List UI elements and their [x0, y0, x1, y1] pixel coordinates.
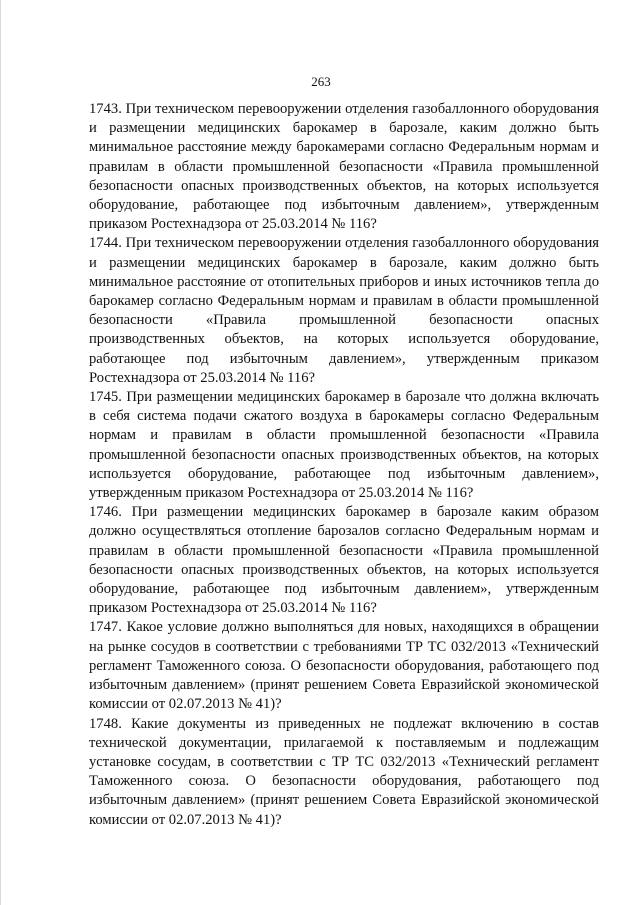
questions-list: [89, 100, 599, 830]
question-1747: 1747. Какое условие должно выполняться для новых, находящихся в обращении на рынке сосудов в соответствии с требованиями ТР ТС 032/2013 «Технический регламент Таможенного союза. О безопасности оборудования, работающего под избыточным давлением» (принят решением Совета Евразийской экономической комиссии от 02.07.2013 № 41)?: [89, 619, 599, 713]
question-1745: 1745. При размещении медицинских барокамер в барозале что должна включать в себя система подачи сжатого воздуха в барокамеры согласно Федеральным нормам и правилам в области промышленной безопасности «Правила промышленной безопасности опасных производственных объектов, на которых используется оборудование, работающее под избыточным давлением», утвержденным приказом Ростехнадзора от 25.03.2014 № 116?: [89, 389, 599, 502]
question-1748: 1748. Какие документы из приведенных не подлежат включению в состав технической документации, прилагаемой к поставляемым и подлежащим установке сосудам, в соответствии с ТР ТС 032/2013 «Технический регламент Таможенного союза. О безопасности оборудования, работающего под избыточным давлением» (принят решением Совета Евразийской экономической комиссии от 02.07.2013 № 41)?: [89, 715, 599, 828]
question-1746: 1746. При размещении медицинских барокамер в барозале каким образом должно осуществляться отопление барозалов согласно Федеральным нормам и правилам в области промышленной безопасности «Правила промышленной безопасности опасных производственных объектов, на которых используется оборудование, работающее под избыточным давлением», утвержденным приказом Ростехнадзора от 25.03.2014 № 116?: [89, 504, 599, 617]
question-1743: 1743. При техническом перевооружении отделения газобаллонного оборудования и размещении медицинских барокамер в барозале, каким должно быть минимальное расстояние между барокамерами согласно Федеральным нормам и правилам в области промышленной безопасности «Правила промышленной безопасности опасных производственных объектов, на которых используется оборудование, работающее под избыточным давлением», утвержденным приказом Ростехнадзора от 25.03.2014 № 116?: [89, 101, 599, 233]
question-1744: 1744. При техническом перевооружении отделения газобаллонного оборудования и размещении медицинских барокамер в барозале, каким должно быть минимальное расстояние от отопительных приборов и иных источников тепла до барокамер согласно Федеральным нормам и правилам в области промышленной безопасности «Правила промышленной безопасности опасных производственных объектов, на которых используется оборудование, работающее под избыточным давлением», утвержденным приказом Ростехнадзора от 25.03.2014 № 116?: [89, 235, 599, 386]
page-number: 263: [311, 74, 331, 89]
